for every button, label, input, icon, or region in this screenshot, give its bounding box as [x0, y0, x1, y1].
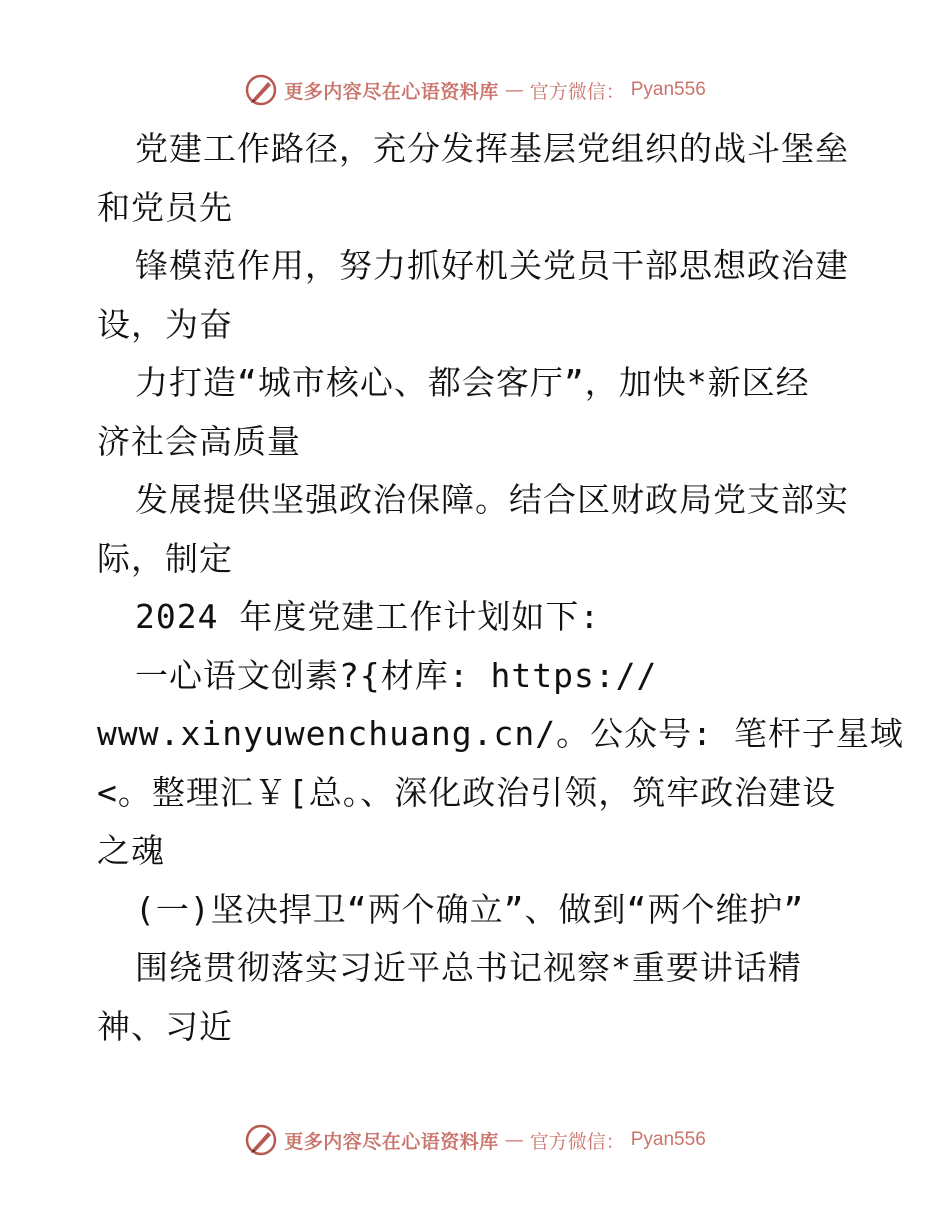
text-line: 围绕贯彻落实习近平总书记视察*重要讲话精	[135, 948, 802, 987]
watermark-wechat-id: Pyan556	[630, 1129, 706, 1150]
text-line: (一)坚决捍卫“两个确立”、做到“两个维护”	[135, 889, 805, 929]
text-line: 设，为奋	[97, 304, 233, 344]
text-line: 神、习近	[97, 1006, 233, 1046]
text-line: 党建工作路径，充分发挥基层党组织的战斗堡垒	[135, 129, 849, 168]
text-line: 发展提供坚强政治保障。结合区财政局党支部实	[135, 480, 849, 519]
document-body	[97, 120, 904, 1056]
watermark-brand: 更多内容尽在心语资料库	[284, 1130, 499, 1153]
text-line: 际，制定	[97, 538, 233, 578]
text-line: <。整理汇￥[总。、深化政治引领，筑牢政治建设	[97, 772, 837, 812]
text-line: 济社会高质量	[97, 421, 301, 461]
watermark-dash: —	[504, 1129, 524, 1151]
text-line: 和党员先	[97, 187, 233, 227]
text-line: www.xinyuwenchuang.cn/。公众号: 笔杆子星域	[97, 714, 904, 753]
watermark-brand: 更多内容尽在心语资料库	[284, 80, 499, 103]
text-line: 锋模范作用，努力抓好机关党员干部思想政治建	[135, 246, 849, 285]
pen-logo-icon	[244, 1123, 278, 1157]
text-line: 一心语文创素?{材库: https://	[135, 655, 658, 695]
footer-watermark	[0, 1120, 950, 1160]
watermark-dash: —	[504, 79, 524, 101]
text-line: 之魂	[97, 831, 165, 870]
text-line: 2024 年度党建工作计划如下:	[135, 597, 601, 636]
watermark-wechat-label: 官方微信：	[529, 1130, 625, 1153]
watermark-wechat-label: 官方微信：	[529, 80, 625, 103]
pen-logo-icon	[244, 73, 278, 107]
text-line: 力打造“城市核心、都会客厅”，加快*新区经	[135, 363, 810, 402]
header-watermark	[0, 70, 950, 110]
watermark-wechat-id: Pyan556	[630, 79, 706, 100]
